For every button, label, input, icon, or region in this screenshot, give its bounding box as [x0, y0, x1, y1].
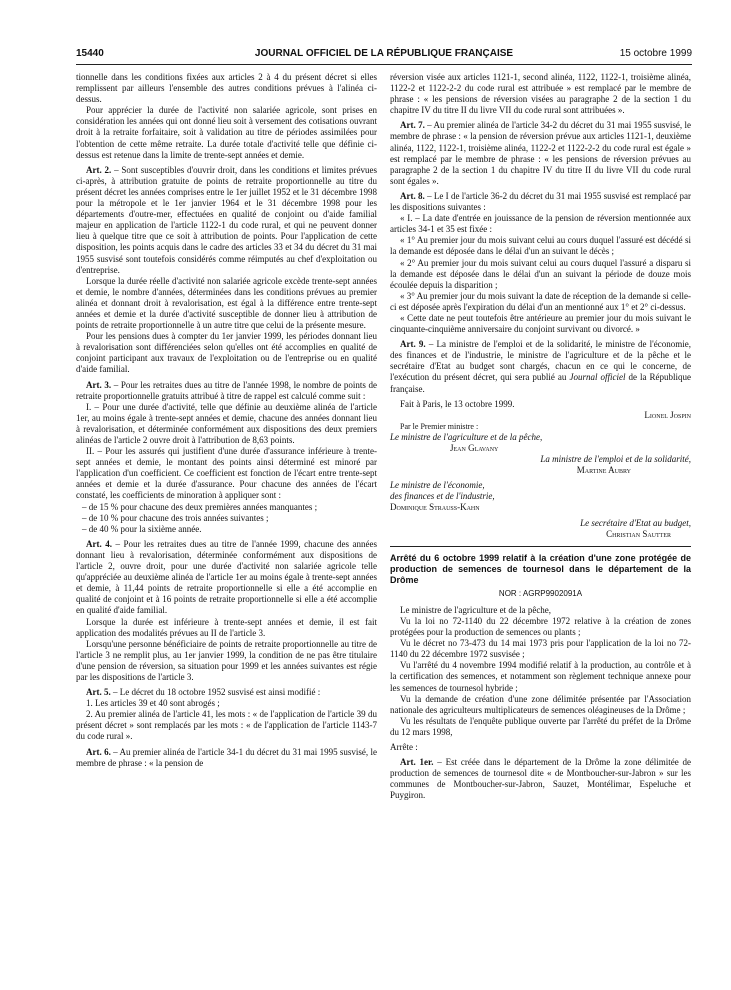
paragraph: II. – Pour les assurés qui justifient d'une durée d'assurance inférieure à trente-sept années et demie, le montant des points ainsi déterminé est minoré par l'application d'un coefficient. Ce coefficient est fonction de l'écart entre trente-sept années et demie et la durée d'assurance. Pour chacune des années de l'écart constaté, les coefficients de minoration à appliquer sont : — [76, 446, 377, 501]
signatures — [390, 410, 691, 540]
article-2 — [76, 165, 377, 276]
paragraph: Vu le décret no 73-473 du 14 mai 1973 pris pour l'application de la loi no 72-1140 du 22 décembre 1972 susvisée ; — [390, 638, 691, 660]
paragraph: 1. Les articles 39 et 40 sont abrogés ; — [86, 698, 220, 709]
section-divider — [390, 546, 691, 547]
paragraph: Pour apprécier la durée de l'activité non salariée agricole, sont prises en considération les années qui ont donné lieu soit à versement des cotisations ouvrant droit à la retraite forfaitaire, soit à validation au titre de périodes assimilées pour l'obtention de cette même retraite. La durée totale d'activité telle que définie ci-dessus est retenue dans la limite de trente-sept années et demie. — [76, 105, 377, 160]
article-8 — [390, 191, 691, 213]
article-label: Art. 8. — [400, 190, 425, 201]
paragraph: Vu la demande de création d'une zone délimitée présentée par l'Association nationale des agriculteurs multiplicateurs de semences oléagineuses de la Drôme ; — [390, 693, 691, 715]
list-item: – de 15 % pour chacune des deux premières années manquantes ; — [82, 501, 318, 512]
quoted-paragraph: « 1° Au premier jour du mois suivant celui au cours duquel l'assuré est décédé si la demande est déposée dans le délai d'un an suivant le décès ; — [390, 235, 691, 257]
signatory-title: des finances et de l'industrie, — [390, 491, 495, 502]
article-label: Art. 4. — [86, 538, 112, 549]
paragraph: Le ministre de l'agriculture et de la pêche, — [400, 604, 552, 615]
arrete-title: Arrêté du 6 octobre 1999 relatif à la création d'une zone protégée de production de semences de tournesol dans le département de la Drôme — [390, 552, 691, 585]
article-5 — [76, 687, 377, 698]
header-rule — [76, 64, 692, 65]
list-item: – de 10 % pour chacune des trois années suivantes ; — [82, 512, 269, 523]
signatory-name: Lionel Jospin — [644, 409, 691, 420]
article-text: – Sont susceptibles d'ouvrir droit, dans les conditions et limites prévues ci-après, à attribution gratuite de points de retraite proportionnelle au titre du présent décret les années comprises entre le 1er juillet 1952 et le 31 décembre 1998 pour la métropole et le 1er janvier 1964 et le 31 décembre 1998 pour les départements d'outre-mer, effectuées en qualité de conjoint ou d'aide familial majeur en application de l'article 1122-1 du code rural, et qui ne peuvent donner lieu à quelque titre que ce soit à attribution de points. Pour l'application de cette disposition, les points acquis dans le cadre des articles 33 et 34 du décret du 31 mai 1955 susvisé sont toutefois considérés comme réimputés au chef d'exploitation ou d'entreprise. — [76, 164, 377, 275]
fait-a-paris: Fait à Paris, le 13 octobre 1999. — [400, 398, 515, 409]
article-label: Art. 5. — [86, 687, 111, 698]
article-text: – Le décret du 18 octobre 1952 susvisé est ainsi modifié : — [110, 687, 321, 698]
signatory-title: Le secrétaire d'Etat au budget, — [580, 517, 691, 528]
article-label: Art. 2. — [86, 164, 112, 175]
article-text: – Au premier alinéa de l'article 34-2 du décret du 31 mai 1955 susvisé, le membre de phrase : « la pension de réversion prévue aux articles 1121-1, deuxième alinéa, 1122, 1122-1, troisième alinéa, 1122-2 et 1122-2-2 du code rural est égale » est remplacé par le membre de phrase : « les pensions de réversion prévues au paragraphe 2 de la section 1 du chapitre IV du titre II du livre VII du code rural sont égales ». — [390, 120, 691, 186]
journal-name: Journal officiel — [569, 372, 626, 383]
signatory-name: Dominique Strauss-Kahn — [390, 502, 480, 513]
signatory-name: Jean Glavany — [450, 443, 499, 453]
left-column — [76, 72, 377, 769]
article-7 — [390, 120, 691, 187]
signatory-title: Le ministre de l'agriculture et de la pêche, — [390, 431, 543, 442]
quoted-paragraph: « I. – La date d'entrée en jouissance de la pension de réversion mentionnée aux articles 34-1 et 35 est fixée : — [390, 213, 691, 235]
page-header — [76, 48, 692, 62]
quoted-paragraph: « 3° Au premier jour du mois suivant la date de réception de la demande si celle-ci est déposée après l'expiration du délai d'un an mentionné aux 1° et 2° ci-dessus. — [390, 290, 692, 312]
signatory-title: La ministre de l'emploi et de la solidarité, — [540, 454, 691, 465]
paragraph: Vu la loi no 72-1140 du 22 décembre 1972 relative à la création de zones protégées pour la production de semences ou plants ; — [390, 615, 691, 638]
article-text: – Au premier alinéa de l'article 34-1 du décret du 31 mai 1995 susvisé, le membre de phrase : « la pension de — [76, 746, 377, 768]
quoted-paragraph: « 2° Au premier jour du mois suivant celui au cours duquel l'assuré a disparu si la demande est déposée dans le délai d'un an suivant la période de douze mois écoulée depuis la disparition ; — [390, 257, 691, 290]
article-4 — [76, 539, 377, 617]
paragraph: I. – Pour une durée d'activité, telle que définie au deuxième alinéa de l'article 1er, au moins égale à trente-sept années et demie, chacune des années donnant lieu à revalorisation, et déterminée conformément aux dispositions des deux premiers alinéas de l'article 2 ouvre droit à l'attribution de 8,63 points. — [76, 401, 377, 445]
article-label: Art. 7. — [400, 120, 425, 131]
paragraph: 2. Au premier alinéa de l'article 41, les mots : « de l'application de l'article 39 du présent décret » sont remplacés par les mots : « de l'application de l'article 1143-7 du code rural ». — [76, 709, 377, 742]
nor-reference: NOR : AGRP9902091A — [498, 588, 583, 598]
paragraph: Vu les résultats de l'enquête publique ouverte par l'arrêté du préfet de la Drôme du 12 mars 1998, — [390, 715, 691, 737]
paragraph: Lorsque la durée réelle d'activité non salariée agricole excède trente-sept années et demie, le nombre d'années, déterminées dans les conditions prévues au premier alinéa et donnant droit à revalorisation, est égal à la différence entre trente-sept années et demie et la durée d'activité susceptible de donner lieu à attribution de points de retraite proportionnelle à un autre titre que celui de la présente mesure. — [76, 275, 377, 331]
article-text: – Pour les retraites dues au titre de l'année 1999, chacune des années donnant lieu à revalorisation, déterminée conformément aux dispositions de l'article 2, ouvre droit, pour une durée d'activité non salariée agricole telle qu'appréciée au deuxième alinéa de l'article 1er au moins égale à trente-sept années et demie, à 11,44 points de retraite proportionnelle si elle a été accomplie en qualité de conjoint et à 16 points de retraite proportionnelle si elle a été accomplie en qualité d'aide familial. — [76, 538, 378, 616]
article-text: – Est créée dans le département de la Drôme la zone délimitée de production de semences de tournesol dite « de Montboucher-sur-Jabron » sur les communes de Montboucher-sur-Jabron, Sauzet, Montélimar, Espeluche et Puygiron. — [390, 757, 691, 801]
signature-intro: Par le Premier ministre : — [400, 421, 479, 431]
paragraph: Lorsque la durée est inférieure à trente-sept années et demie, il est fait application des modalités prévues au II de l'article 3. — [76, 616, 377, 638]
article-label: Art. 1er. — [400, 757, 434, 768]
article-text: – Le I de l'article 36-2 du décret du 31 mai 1955 susvisé est remplacé par les dispositions suivantes : — [390, 190, 692, 213]
article-9 — [390, 339, 691, 394]
article-label: Art. 9. — [400, 339, 426, 350]
paragraph: réversion visée aux articles 1121-1, second alinéa, 1122, 1122-1, troisième alinéa, 1122-2 et 1122-2-2 du code rural est attribuée » est remplacé par le membre de phrase : « les pensions de réversion visées au paragraphe 2 de la section 1 du chapitre IV du titre II du livre VII du code rural sont attribuées ». — [390, 72, 691, 116]
arrete-label: Arrête : — [390, 741, 418, 752]
article-3 — [76, 380, 377, 402]
paragraph: Pour les pensions dues à compter du 1er janvier 1999, les périodes donnant lieu à revalorisation sont différenciées selon qu'elles ont été accomplies en qualité de conjoint participant aux travaux de l'exploitation ou de l'entreprise ou en qualité d'aide familial. — [76, 331, 377, 375]
page-number: 15440 — [76, 48, 104, 59]
article-label: Art. 6. — [86, 746, 111, 757]
list-item: – de 40 % pour la sixième année. — [82, 523, 202, 534]
article-text: – La ministre de l'emploi et de la solidarité, le ministre de l'économie, des finances et de l'industrie, le ministre de l'agriculture et de la pêche et le secrétaire d'Etat au budget sont chargés, chacun en ce qui le concerne, de l'exécution du présent décret, qui sera publié au — [390, 339, 692, 383]
signatory-title: Le ministre de l'économie, — [390, 480, 485, 491]
right-column — [390, 72, 691, 801]
quoted-paragraph: « Cette date ne peut toutefois être antérieure au premier jour du mois suivant le cinquante-cinquième anniversaire du conjoint survivant ou divorcé. » — [390, 312, 691, 335]
arrete-article-1 — [390, 757, 691, 801]
article-text: de la République française. — [390, 372, 692, 394]
article-text: – Pour les retraites dues au titre de l'année 1998, le nombre de points de retraite proportionnelle gratuits attribué à titre de rappel est calculé comme suit : — [76, 379, 377, 401]
paragraph: Lorsqu'une personne bénéficiaire de points de retraite proportionnelle au titre de l'article 3 ne remplit plus, au 1er janvier 1999, la condition de ne pas être titulaire d'une pension de réversion, sa situation pour 1999 et les années suivantes est régie par les dispositions de l'article 3. — [76, 638, 377, 682]
signatory-name: Christian Sautter — [606, 528, 671, 539]
article-6 — [76, 747, 377, 769]
signatory-name: Martine Aubry — [576, 465, 631, 476]
journal-title: JOURNAL OFFICIEL DE LA RÉPUBLIQUE FRANÇAISE — [254, 48, 514, 59]
issue-date: 15 octobre 1999 — [619, 48, 692, 59]
paragraph: Vu l'arrêté du 4 novembre 1994 modifié relatif à la production, au contrôle et à la certification des semences, et notamment son règlement technique annexe pour les semences de tournesol hybride ; — [390, 660, 691, 693]
paragraph: tionnelle dans les conditions fixées aux articles 2 à 4 du présent décret si elles remplissent par ailleurs l'ensemble des autres conditions prévues à l'alinéa ci-dessus. — [76, 72, 377, 105]
article-label: Art. 3. — [86, 379, 112, 390]
